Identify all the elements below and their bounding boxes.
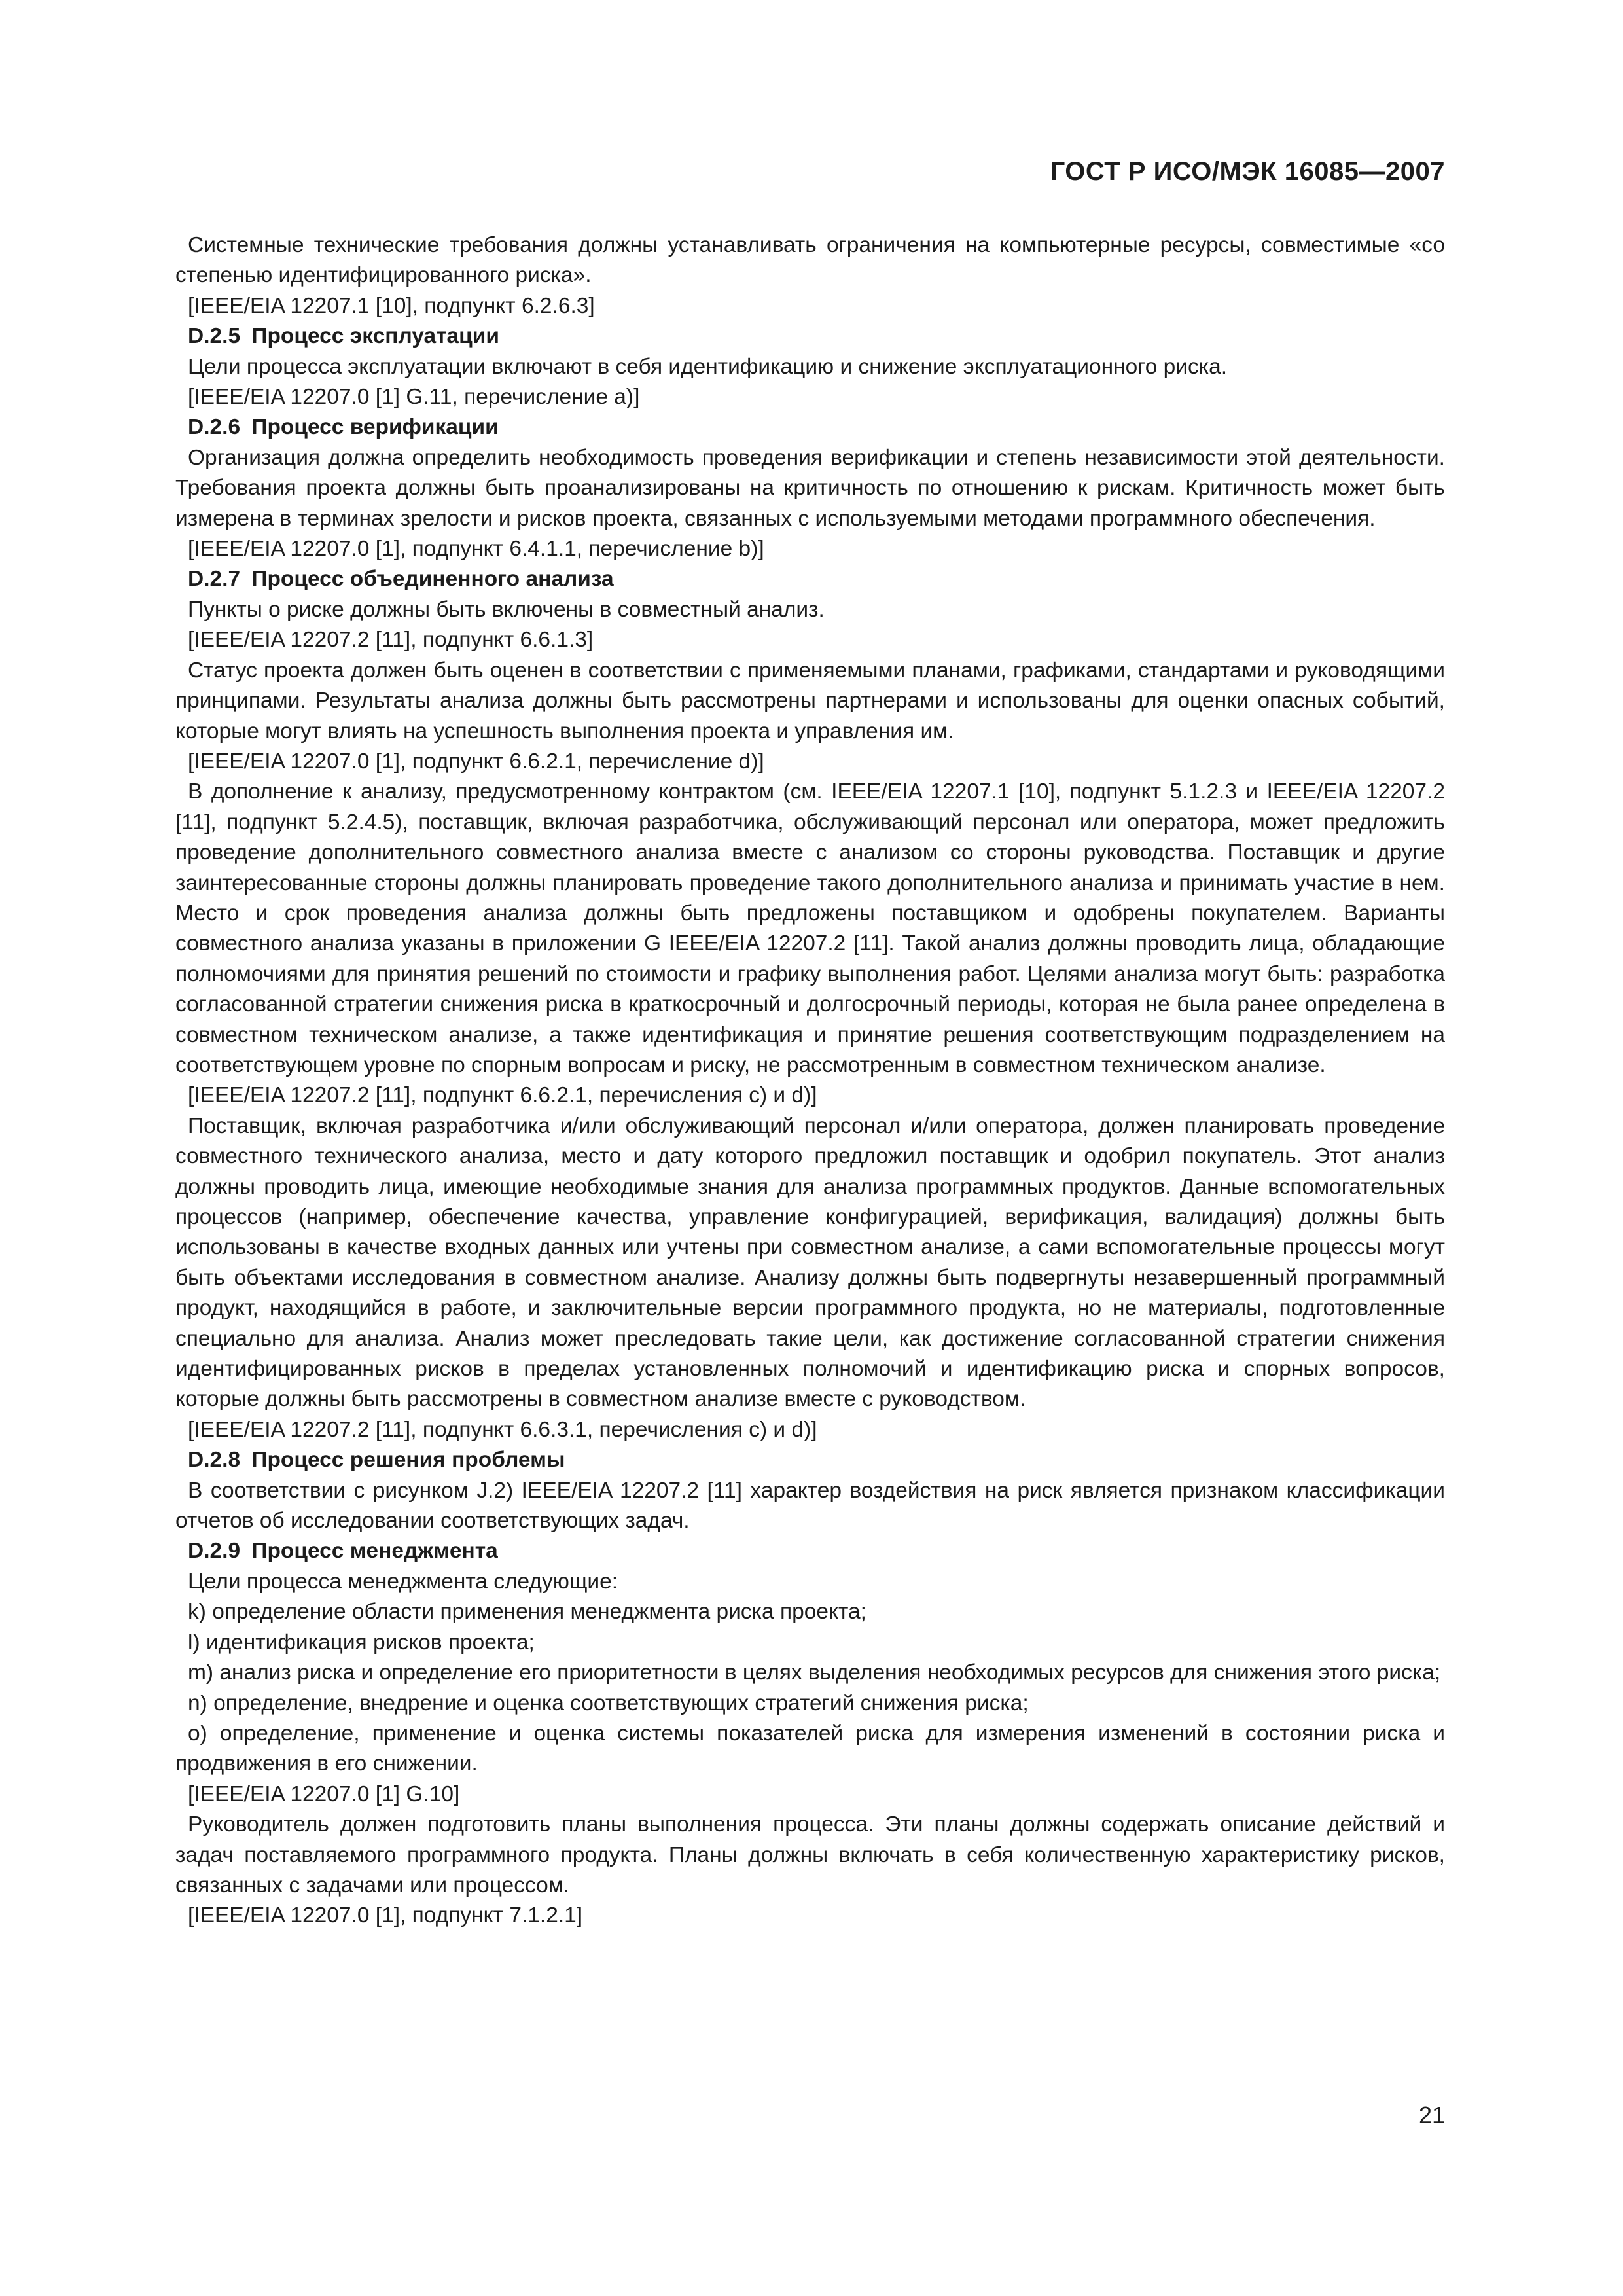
section-title: Процесс объединенного анализа xyxy=(251,567,614,592)
section-heading-d26 xyxy=(175,412,1445,442)
paragraph: Поставщик, включая разработчика и/или обслуживающий персонал и/или оператора, должен планировать проведение совместного технического анализа, место и дату которого предложил поставщик и одобрил покупатель. Этот анализ должны проводить лица, имеющие необходимые знания для анализа программных продуктов. Данные вспомогательных процессов (например, обеспечение качества, управление конфигурацией, верификация, валидация) должны быть использованы в качестве входных данных или учтены при совместном анализе, а сами вспомогательные процессы могут быть объектами исследования в совместном анализе. Анализу должны быть подвергнуты незавершенный программный продукт, находящийся в работе, и заключительные версии программного продукта, но не материалы, подготовленные специально для анализа. Анализ может преследовать такие цели, как достижение согласованной стратегии снижения идентифицированных рисков в пределах установленных полномочий и идентификацию риска и спорных вопросов, которые должны быть рассмотрены в совместном анализе вместе с руководством. xyxy=(175,1113,1445,1412)
reference: [IEEE/EIA 12207.2 [11], подпункт 6.6.3.1, перечисления с) и d)] xyxy=(188,1417,817,1442)
section-heading-d27 xyxy=(175,564,1445,594)
page-number: 21 xyxy=(1418,2102,1445,2128)
paragraph: Пункты о риске должны быть включены в совместный анализ. xyxy=(188,597,825,622)
body-text xyxy=(175,230,1445,1931)
document-page xyxy=(175,0,1445,2296)
section-title: Процесс менеджмента xyxy=(251,1539,498,1564)
list-item: m) анализ риска и определение его приоритетности в целях выделения необходимых ресурсов для снижения этого риска; xyxy=(188,1660,1441,1685)
reference: [IEEE/EIA 12207.0 [1] G.11, перечисление а)] xyxy=(188,385,640,410)
reference: [IEEE/EIA 12207.1 [10], подпункт 6.2.6.3] xyxy=(188,293,595,318)
section-title: Процесс эксплуатации xyxy=(251,324,499,349)
section-number: D.2.7 xyxy=(188,567,241,592)
reference: [IEEE/EIA 12207.2 [11], подпункт 6.6.1.3] xyxy=(188,628,594,653)
section-number: D.2.8 xyxy=(188,1448,241,1473)
reference: [IEEE/EIA 12207.0 [1], подпункт 6.6.2.1, перечисление d)] xyxy=(188,749,764,774)
paragraph: Руководитель должен подготовить планы выполнения процесса. Эти планы должны содержать описание действий и задач поставляемого программного продукта. Планы должны включать в себя количественную характеристику рисков, связанных с задачами или процессом. xyxy=(175,1812,1445,1897)
paragraph: В дополнение к анализу, предусмотренному контрактом (см. IEEE/EIA 12207.1 [10], подпункт 5.1.2.3 и IEEE/EIA 12207.2 [11], подпункт 5.2.4.5), поставщик, включая разработчика, обслуживающий персонал или оператора, может предложить проведение дополнительного совместного анализа вместе с анализом со стороны руководства. Поставщик и другие заинтересованные стороны должны планировать проведение такого дополнительного анализа и принимать участие в нем. Место и срок проведения анализа должны быть предложены поставщиком и одобрены покупателем. Варианты совместного анализа указаны в приложении G IEEE/EIA 12207.2 [11]. Такой анализ должны проводить лица, обладающие полномочиями для принятия решений по стоимости и графику выполнения работ. Целями анализа могут быть: разработка согласованной стратегии снижения риска в краткосрочный и долгосрочный периоды, которая не была ранее определена в совместном техническом анализе, а также идентификация и принятие решения соответствующим подразделением на соответствующем уровне по спорным вопросам и риску, не рассмотренным в совместном техническом анализе. xyxy=(175,780,1445,1077)
section-number: D.2.6 xyxy=(188,415,241,440)
section-number: D.2.9 xyxy=(188,1539,241,1564)
section-number: D.2.5 xyxy=(188,324,241,349)
section-heading-d29 xyxy=(175,1536,1445,1566)
section-title: Процесс верификации xyxy=(251,415,499,440)
standard-designation: ГОСТ Р ИСО/МЭК 16085—2007 xyxy=(1050,157,1445,186)
section-heading-d25 xyxy=(175,321,1445,351)
list-item: k) определение области применения менеджмента риска проекта; xyxy=(188,1600,866,1624)
reference: [IEEE/EIA 12207.0 [1], подпункт 7.1.2.1] xyxy=(188,1903,583,1928)
list-item: o) определение, применение и оценка системы показателей риска для измерения изменений в состоянии риска и продвижения в его снижении. xyxy=(175,1721,1445,1776)
paragraph: В соответствии с рисунком J.2) IEEE/EIA 12207.2 [11] характер воздействия на риск является признаком классификации отчетов об исследовании соответствующих задач. xyxy=(175,1478,1445,1534)
paragraph: Организация должна определить необходимость проведения верификации и степень независимости этой деятельности. Требования проекта должны быть проанализированы на критичность по отношению к рискам. Критичность может быть измерена в терминах зрелости и рисков проекта, связанных с используемыми методами программного обеспечения. xyxy=(175,445,1445,531)
list-item: n) определение, внедрение и оценка соответствующих стратегий снижения риска; xyxy=(188,1691,1029,1715)
reference: [IEEE/EIA 12207.0 [1] G.10] xyxy=(188,1782,460,1806)
paragraph: Статус проекта должен быть оценен в соответствии с применяемыми планами, графиками, стандартами и руководящими принципами. Результаты анализа должны быть рассмотрены партнерами и использованы для оценки опасных событий, которые могут влиять на успешность выполнения проекта и управления им. xyxy=(175,658,1445,744)
list-item: l) идентификация рисков проекта; xyxy=(188,1630,535,1655)
paragraph: Цели процесса менеджмента следующие: xyxy=(188,1569,618,1594)
section-title: Процесс решения проблемы xyxy=(251,1448,565,1473)
reference: [IEEE/EIA 12207.2 [11], подпункт 6.6.2.1, перечисления с) и d)] xyxy=(188,1083,817,1108)
reference: [IEEE/EIA 12207.0 [1], подпункт 6.4.1.1, перечисление b)] xyxy=(188,537,764,562)
paragraph: Цели процесса эксплуатации включают в себя идентификацию и снижение эксплуатационного риска. xyxy=(188,354,1228,379)
section-heading-d28 xyxy=(175,1445,1445,1475)
paragraph: Системные технические требования должны устанавливать ограничения на компьютерные ресурсы, совместимые «со степенью идентифицированного риска». xyxy=(175,233,1445,288)
